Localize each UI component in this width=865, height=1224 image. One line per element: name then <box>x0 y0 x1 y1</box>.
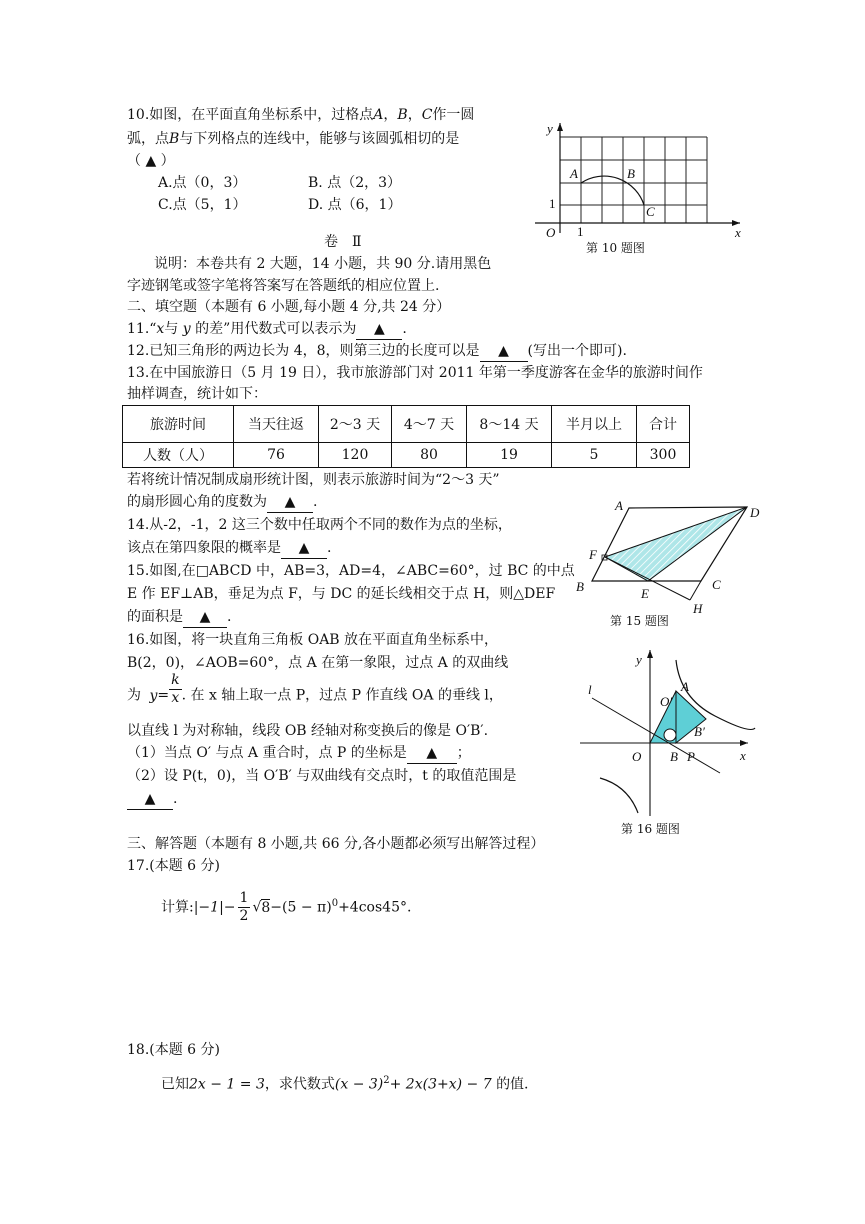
q17-expression: 计算:|−1|− $\frac{1}{2}$ $√8-(5 - \pi)^0+4\cos 45^\circ$. <box>161 890 412 924</box>
point-p-label: P <box>687 749 695 764</box>
table-cell: 80 <box>392 443 467 468</box>
section-2-heading: 二、填空题（本题有 6 小题,每小题 4 分,共 24 分） <box>127 299 451 315</box>
volume-title: 卷 Ⅱ <box>324 234 362 250</box>
q16-figure <box>580 648 760 818</box>
q10-caption: 第 10 题图 <box>586 241 645 255</box>
volume-note-2: 字迹钢笔或签字笔将答案写在答题纸的相应位置上. <box>127 278 440 294</box>
y-axis-arrow <box>557 123 563 131</box>
q15-line3: 的面积是 ▲ . <box>127 607 231 628</box>
q10-option-c: C.点（5，1） <box>158 197 247 213</box>
q13-line4: 的扇形圆心角的度数为 ▲ . <box>127 492 317 513</box>
q16-part2: （2）设 P(t，0)，当 O′B′ 与双曲线有交点时，t 的取值范围是 <box>127 768 517 784</box>
x-axis-arrow <box>740 740 748 746</box>
point-b-label: B <box>670 749 678 764</box>
table-cell: 300 <box>637 443 690 468</box>
q15-line1: 15.如图,在□ABCD 中，AB=3，AD=4，∠ABC=60°，过 BC 的中点 <box>127 563 575 579</box>
q11: 11.“x与 y 的差”用代数式可以表示为 ▲ . <box>127 319 407 340</box>
q10-option-b: B. 点（2，3） <box>308 175 402 191</box>
origin-label: O <box>546 225 556 240</box>
q16-part1-blank: ▲ <box>407 743 457 764</box>
table-cell: 19 <box>467 443 552 468</box>
table-header-cell: 旅游时间 <box>123 406 234 443</box>
point-b-label: B <box>576 579 584 594</box>
point-c-label: C <box>646 204 655 219</box>
q12-blank: ▲ <box>480 341 528 362</box>
table-header-cell: 当天往返 <box>234 406 319 443</box>
point-a-label: A <box>570 166 578 181</box>
table-cell: 人数（人） <box>123 443 234 468</box>
line-ch <box>690 581 701 600</box>
table-header-cell: 合计 <box>637 406 690 443</box>
q10-answer-slot: （ ▲ ） <box>127 153 175 169</box>
q16-part2-blank: ▲ <box>127 789 173 810</box>
table-cell: 76 <box>234 443 319 468</box>
point-a-label: A <box>681 679 689 694</box>
q15-line2: E 作 EF⊥AB，垂足为点 F，与 DC 的延长线相交于点 H，则△DEF <box>127 586 556 602</box>
q18-title: 18.(本题 6 分) <box>127 1042 220 1058</box>
point-b-prime-label: B′ <box>694 724 705 739</box>
q16-part1: （1）当点 O′ 与点 A 重合时，点 P 的坐标是 ▲ ； <box>127 743 471 764</box>
q10-line1: 10.如图，在平面直角坐标系中，过格点A，B，C作一圆 <box>127 107 475 123</box>
q16-caption: 第 16 题图 <box>621 822 680 836</box>
x-label: x <box>735 225 741 240</box>
q15-caption: 第 15 题图 <box>610 614 669 628</box>
q10-option-a: A.点（0，3） <box>158 175 247 191</box>
q14-blank: ▲ <box>281 538 327 559</box>
table-cell: 120 <box>319 443 392 468</box>
table-header-cell: 2～3 天 <box>319 406 392 443</box>
hole-circle <box>664 729 676 741</box>
point-b-label: B <box>627 166 635 181</box>
q16-line2: B(2，0)，∠AOB=60°，点 A 在第一象限，过点 A 的双曲线 <box>127 655 509 671</box>
section-3-heading: 三、解答题（本题有 8 小题,共 66 分,各小题都必须写出解答过程） <box>127 836 545 852</box>
table-header-cell: 4～7 天 <box>392 406 467 443</box>
q14-line2: 该点在第四象限的概率是 ▲ . <box>127 538 331 559</box>
q16-line1: 16.如图，将一块直角三角板 OAB 放在平面直角坐标系中， <box>127 632 499 648</box>
y-label: y <box>547 121 553 136</box>
q15-blank: ▲ <box>183 607 227 628</box>
x-label: x <box>740 748 746 763</box>
point-d-label: D <box>750 505 760 520</box>
table-header-cell: 半月以上 <box>552 406 637 443</box>
q13-line3: 若将统计情况制成扇形统计图，则表示旅游时间为“2～3 天” <box>127 472 500 488</box>
tick-1-x: 1 <box>577 224 584 239</box>
q16-line3: 为 y= $\frac{k}{x}$ . 在 x 轴上取一点 P，过点 P 作直线 OA 的垂线 l， <box>127 672 503 706</box>
point-e-label: E <box>641 586 649 601</box>
fraction-k-over-x: $\frac{k}{x}$ <box>171 672 180 706</box>
hyperbola-branch-3 <box>600 778 638 813</box>
y-label: y <box>636 652 642 667</box>
point-a-label: A <box>615 498 623 513</box>
q13-line1: 13.在中国旅游日（5 月 19 日），我市旅游部门对 2011 年第一季度游客在金华的旅游时间作 <box>127 365 703 381</box>
q10-figure <box>525 115 755 240</box>
q13-table <box>122 405 690 468</box>
y-axis-arrow <box>647 650 653 658</box>
q14-line1: 14.从-2，-1，2 这三个数中任取两个不同的数作为点的坐标， <box>127 517 512 533</box>
q17-title: 17.(本题 6 分) <box>127 858 220 874</box>
point-h-label: H <box>693 601 703 616</box>
q16-line4: 以直线 l 为对称轴，线段 OB 经轴对称变换后的像是 O′B′. <box>127 723 489 739</box>
q12: 12.已知三角形的两边长为 4，8，则第三边的长度可以是 ▲ (写出一个即可). <box>127 341 627 362</box>
point-c-label: C <box>712 577 721 592</box>
table-header-cell: 8～14 天 <box>467 406 552 443</box>
line-l-label: l <box>588 682 592 697</box>
q13-blank: ▲ <box>267 492 313 513</box>
q10-line2: 弧，点B与下列格点的连线中，能够与该圆弧相切的是 <box>127 131 460 147</box>
fraction-half: $\frac{1}{2}$ <box>239 890 249 924</box>
point-o-prime-label: O′ <box>660 694 673 709</box>
point-f-label: F <box>589 547 597 562</box>
q11-blank: ▲ <box>356 319 402 340</box>
origin-label: O <box>632 749 642 764</box>
q18-expression: 已知2x − 1 = 3，求代数式$(x - 3)^2+ 2x(3+x) - 7$ 的值. <box>161 1075 529 1093</box>
shaded-triangle-def <box>605 507 747 581</box>
q15-figure <box>570 495 770 615</box>
q10-option-d: D. 点（6，1） <box>308 197 402 213</box>
q13-line2: 抽样调查，统计如下： <box>127 386 267 402</box>
volume-note-1: 说明：本卷共有 2 大题，14 小题，共 90 分.请用黑色 <box>154 256 492 272</box>
tick-1-y: 1 <box>549 196 556 211</box>
table-cell: 5 <box>552 443 637 468</box>
q16-part2-answer: ▲ . <box>127 789 177 810</box>
